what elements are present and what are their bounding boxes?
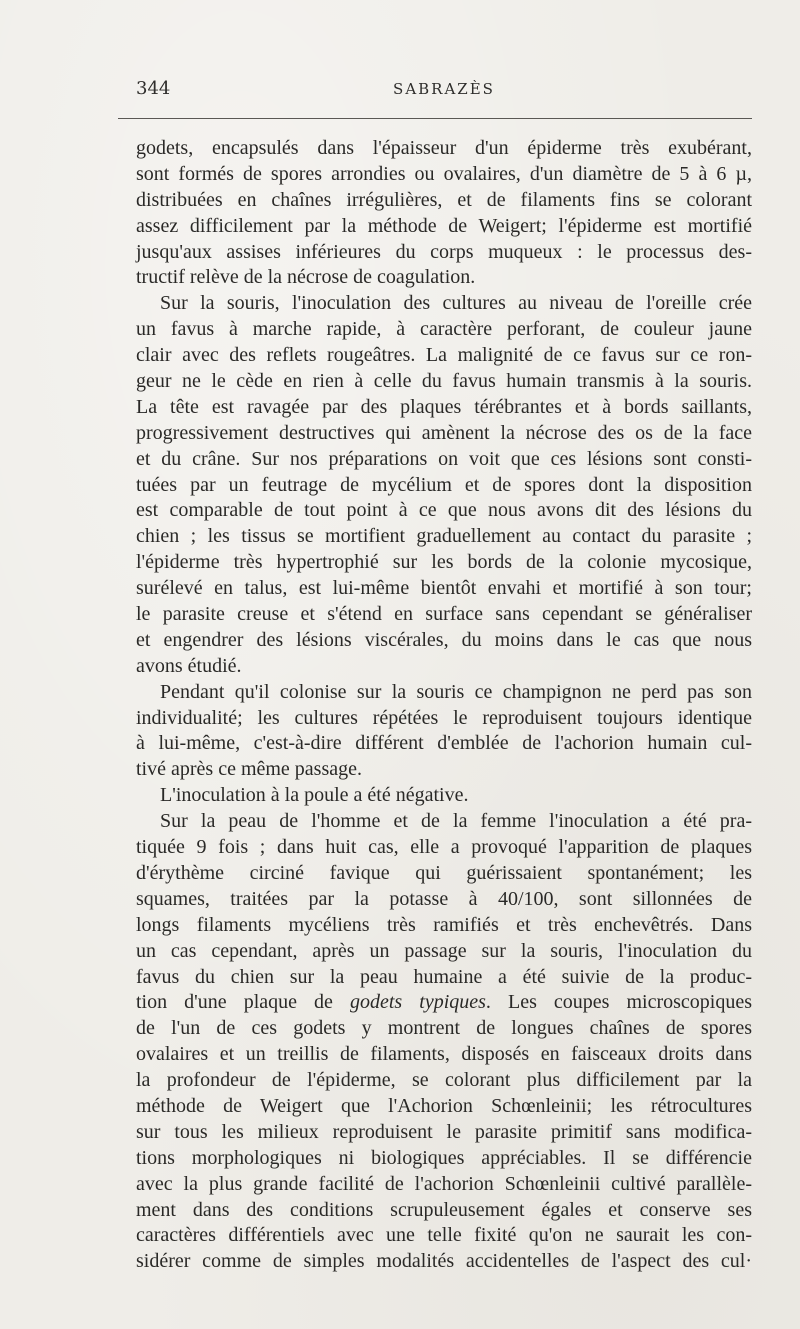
text-line: l'épiderme très hypertrophié sur les bords de la colonie mycosique, — [136, 551, 752, 574]
text-line: Sur la peau de l'homme et de la femme l'inoculation a été pra- — [160, 810, 752, 833]
text-line: la profondeur de l'épiderme, se colorant plus difficilement par la — [136, 1069, 752, 1092]
text-line: de l'un de ces godets y montrent de longues chaînes de spores — [136, 1017, 752, 1040]
text-line: méthode de Weigert que l'Achorion Schœnleinii; les rétrocultures — [136, 1094, 752, 1117]
text-line: d'érythème circiné favique qui guérissaient spontanément; les — [136, 861, 752, 884]
running-head — [136, 78, 752, 108]
text-line: sont formés de spores arrondies ou ovalaires, d'un diamètre de 5 à 6 µ, — [136, 162, 752, 185]
body-text — [136, 136, 752, 1275]
text-line: caractères différentiels avec une telle fixité qu'on ne saurait les con- — [136, 1224, 752, 1247]
text-segment: . Les coupes microscopiques — [485, 991, 753, 1014]
text-line: tions morphologiques ni biologiques appréciables. Il se différencie — [136, 1146, 752, 1169]
text-line: progressivement destructives qui amènent la nécrose des os de la face — [136, 421, 752, 444]
text-line: le parasite creuse et s'étend en surface sans cependant se généraliser — [136, 603, 752, 626]
text-line: favus du chien sur la peau humaine a été suivie de la produc- — [136, 965, 752, 988]
text-line: individualité; les cultures répétées le reproduisent toujours identique — [136, 706, 752, 729]
text-line: avec la plus grande facilité de l'achorion Schœnleinii cultivé parallèle- — [136, 1172, 752, 1195]
text-line: Sur la souris, l'inoculation des cultures au niveau de l'oreille crée — [160, 292, 752, 315]
text-line: geur ne le cède en rien à celle du favus humain transmis à la souris. — [136, 370, 752, 393]
text-line: squames, traitées par la potasse à 40/100, sont sillonnées de — [136, 887, 752, 910]
text-line: à lui-même, c'est-à-dire différent d'emblée de l'achorion humain cul- — [136, 732, 752, 755]
text-line: La tête est ravagée par des plaques térébrantes et à bords saillants, — [136, 395, 752, 418]
text-segment: tion d'une plaque de — [136, 991, 333, 1014]
text-line: ovalaires et un treillis de filaments, disposés en faisceaux droits dans — [136, 1043, 752, 1066]
text-line: un cas cependant, après un passage sur la souris, l'inoculation du — [136, 939, 752, 962]
text-line: avons étudié. — [136, 654, 242, 677]
text-line: chien ; les tissus se mortifient graduellement au contact du parasite ; — [136, 525, 752, 548]
text-line: longs filaments mycéliens très ramifiés et très enchevêtrés. Dans — [136, 913, 752, 936]
text-line: et du crâne. Sur nos préparations on voit que ces lésions sont consti- — [136, 447, 752, 470]
text-line: sidérer comme de simples modalités accidentelles de l'aspect des cul· — [136, 1250, 752, 1273]
text-line — [136, 990, 752, 1016]
text-line: tivé après ce même passage. — [136, 758, 363, 781]
text-line: est comparable de tout point à ce que nous avons dit des lésions du — [136, 499, 752, 522]
text-line: un favus à marche rapide, à caractère perforant, de couleur jaune — [136, 318, 752, 341]
text-line: tiquée 9 fois ; dans huit cas, elle a provoqué l'apparition de plaques — [136, 836, 752, 859]
text-line: godets, encapsulés dans l'épaisseur d'un épiderme très exubérant, — [136, 137, 752, 159]
text-line: jusqu'aux assises inférieures du corps muqueux : le processus des- — [136, 240, 752, 263]
running-title: SABRAZÈS — [393, 80, 495, 98]
text-line: distribuées en chaînes irrégulières, et de filaments fins se colorant — [136, 188, 752, 211]
italic-phrase: godets typiques — [350, 991, 486, 1014]
text-line: assez difficilement par la méthode de Weigert; l'épiderme est mortifié — [136, 214, 752, 237]
text-line: clair avec des reflets rougeâtres. La malignité de ce favus sur ce ron- — [136, 344, 752, 367]
text-line: ment dans des conditions scrupuleusement égales et conserve ses — [136, 1198, 752, 1221]
text-line: surélevé en talus, est lui-même bientôt envahi et mortifié à son tour; — [136, 577, 752, 600]
text-line: sur tous les milieux reproduisent le parasite primitif sans modifica- — [136, 1120, 752, 1143]
text-line: L'inoculation à la poule a été négative. — [160, 784, 469, 807]
text-line: et engendrer des lésions viscérales, du moins dans le cas que nous — [136, 628, 752, 651]
page-number: 344 — [136, 78, 171, 99]
text-line: tructif relève de la nécrose de coagulation. — [136, 266, 476, 289]
text-line: Pendant qu'il colonise sur la souris ce champignon ne perd pas son — [160, 680, 752, 703]
text-line: tuées par un feutrage de mycélium et de spores dont la disposition — [136, 473, 752, 496]
header-rule — [118, 118, 752, 119]
